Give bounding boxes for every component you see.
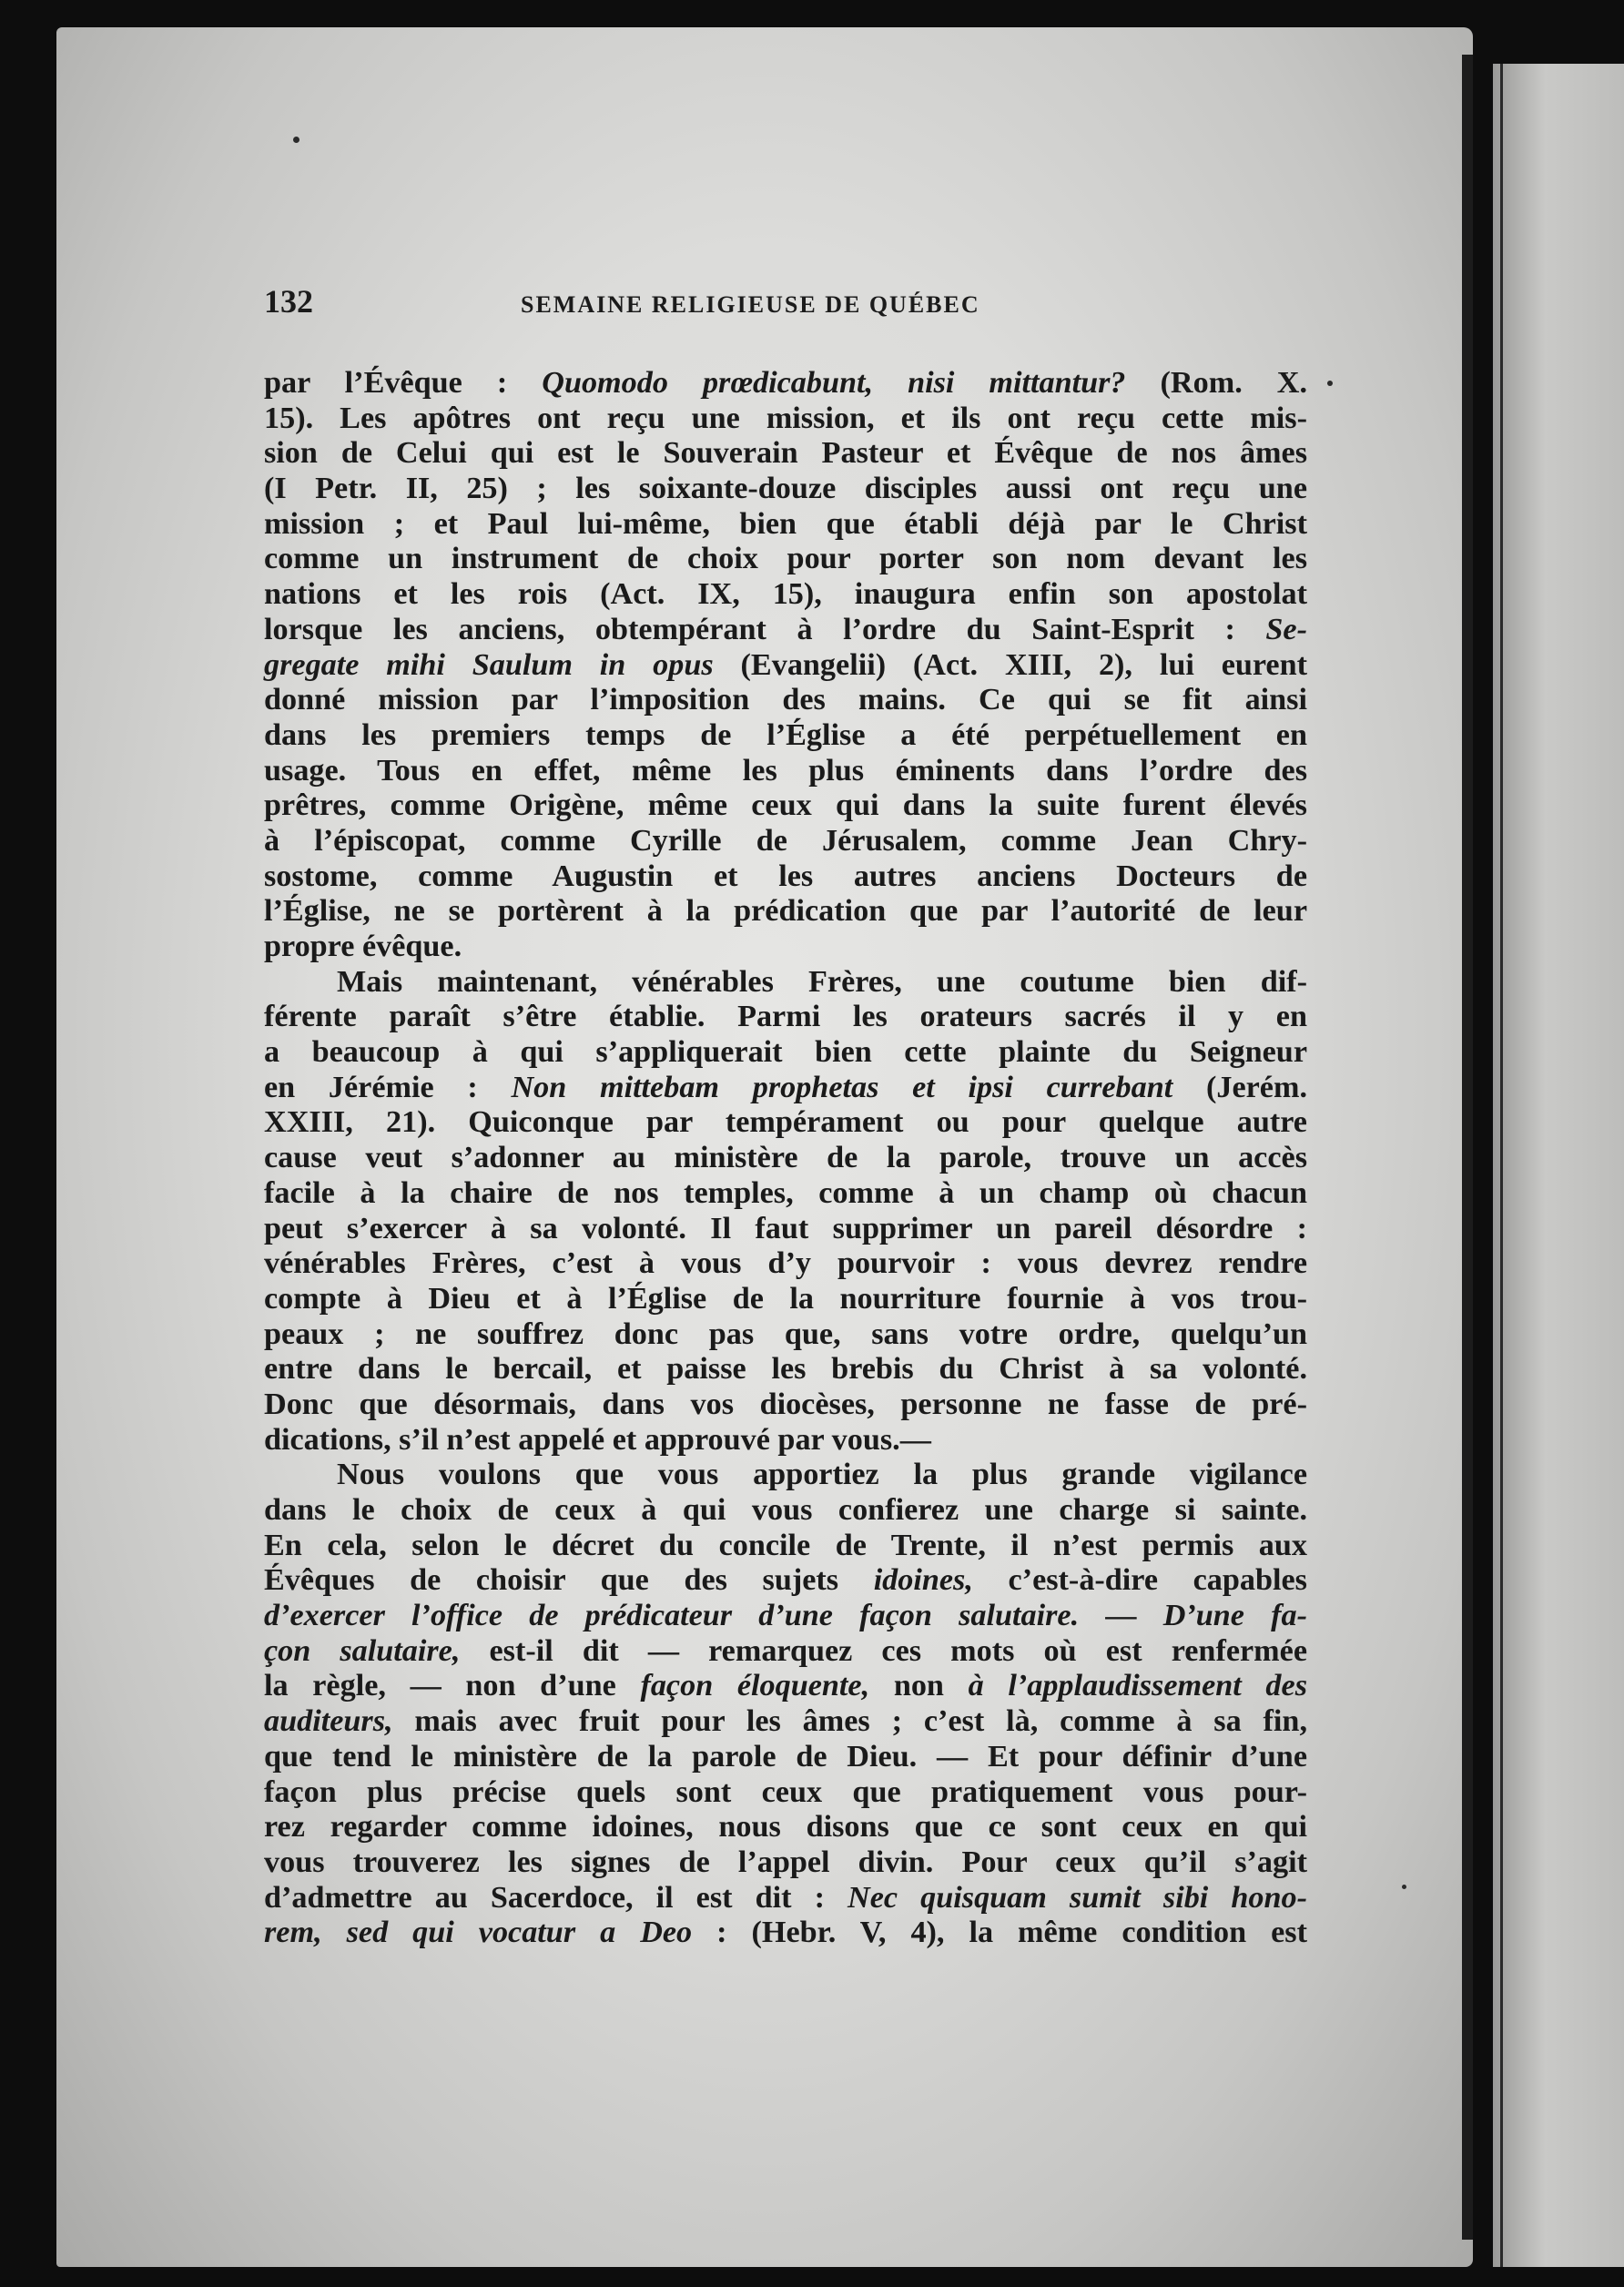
adjacent-page-rule bbox=[1500, 64, 1503, 2267]
text-line bbox=[264, 824, 1307, 859]
text-line bbox=[264, 507, 1307, 543]
text-line bbox=[264, 1669, 1307, 1704]
text-run: à l’épiscopat, comme Cyrille de Jérusalem, comme Jean Chry- bbox=[264, 823, 1307, 858]
text-line bbox=[264, 613, 1307, 648]
text-line bbox=[264, 1493, 1307, 1529]
text-run: Nous voulons que vous apportiez la plus grande vigilance bbox=[337, 1458, 1307, 1492]
text-line bbox=[264, 1105, 1307, 1141]
running-head: SEMAINE RELIGIEUSE DE QUÉBEC bbox=[521, 291, 980, 318]
italic-run: à l’applaudissement des bbox=[968, 1669, 1307, 1703]
text-line bbox=[264, 1212, 1307, 1247]
text-run: dans le choix de ceux à qui vous confierez une charge si sainte. bbox=[264, 1493, 1307, 1527]
text-line bbox=[264, 436, 1307, 472]
page-gutter bbox=[1462, 55, 1473, 2240]
text-run: usage. Tous en effet, même les plus éminents dans l’ordre des bbox=[264, 753, 1307, 788]
text-run: (Jerém. bbox=[1172, 1070, 1307, 1104]
italic-run: d’exercer l’office de prédicateur d’une façon salutaire. bbox=[264, 1599, 1080, 1633]
text-line bbox=[264, 754, 1307, 789]
text-run: compte à Dieu et à l’Église de la nourriture fournie à vos trou- bbox=[264, 1281, 1307, 1316]
body-text bbox=[264, 366, 1307, 1951]
text-line bbox=[264, 1387, 1307, 1423]
text-run: d’admettre au Sacerdoce, il est dit : bbox=[264, 1880, 848, 1915]
text-run: façon plus précise quels sont ceux que pratiquement vous pour- bbox=[264, 1774, 1307, 1809]
text-line bbox=[264, 718, 1307, 754]
text-line bbox=[264, 1529, 1307, 1564]
text-run: : (Hebr. V, 4), la même condition est bbox=[692, 1916, 1307, 1950]
text-line bbox=[264, 577, 1307, 613]
text-run: prêtres, comme Origène, même ceux qui dans la suite furent élevés bbox=[264, 788, 1307, 823]
text-line bbox=[264, 1035, 1307, 1071]
text-run: (Rom. X. bbox=[1125, 366, 1307, 400]
text-line bbox=[264, 366, 1307, 401]
text-line bbox=[264, 1881, 1307, 1916]
italic-run: façon éloquente, bbox=[640, 1669, 870, 1703]
text-run: Donc que désormais, dans vos diocèses, personne ne fasse de pré- bbox=[264, 1387, 1307, 1421]
text-run: propre évêque. bbox=[264, 930, 462, 963]
italic-run: Non mittebam prophetas et ipsi currebant bbox=[511, 1070, 1173, 1104]
text-run: vénérables Frères, c’est à vous d’y pourvoir : vous devrez rendre bbox=[264, 1246, 1307, 1281]
text-line bbox=[264, 1246, 1307, 1282]
scan-speck bbox=[1402, 1885, 1406, 1889]
scan-speck bbox=[1327, 381, 1333, 386]
text-run: mais avec fruit pour les âmes ; c’est là, comme à sa fin, bbox=[392, 1704, 1307, 1739]
text-line bbox=[264, 1317, 1307, 1353]
italic-run: Quomodo prœdicabunt, nisi mittantur? bbox=[542, 366, 1126, 400]
text-line bbox=[264, 965, 1307, 1001]
text-run: non bbox=[869, 1669, 969, 1703]
text-line bbox=[264, 1352, 1307, 1387]
text-run: peaux ; ne souffrez donc pas que, sans votre ordre, quelqu’un bbox=[264, 1316, 1307, 1351]
italic-run: çon salutaire, bbox=[264, 1633, 461, 1668]
text-run: facile à la chaire de nos temples, comme à un champ où chacun bbox=[264, 1175, 1307, 1210]
text-run: la règle, — non d’une bbox=[264, 1669, 641, 1703]
text-line bbox=[264, 930, 1307, 965]
text-run: peut s’exercer à sa volonté. Il faut supprimer un pareil désordre : bbox=[264, 1211, 1307, 1245]
italic-run: D’une fa- bbox=[1162, 1599, 1308, 1633]
text-line bbox=[264, 1704, 1307, 1740]
text-run: sostome, comme Augustin et les autres anciens Docteurs de bbox=[264, 859, 1307, 893]
text-line bbox=[264, 1176, 1307, 1212]
text-line bbox=[264, 894, 1307, 930]
text-line bbox=[264, 472, 1307, 507]
text-line bbox=[264, 1458, 1307, 1493]
text-line bbox=[264, 1634, 1307, 1670]
text-run: mission ; et Paul lui-même, bien que établi déjà par le Christ bbox=[264, 506, 1307, 541]
text-run: entre dans le bercail, et paisse les brebis du Christ à sa volonté. bbox=[264, 1352, 1307, 1387]
text-line bbox=[264, 1916, 1307, 1951]
italic-run: gregate mihi Saulum in opus bbox=[264, 647, 714, 682]
text-run: En cela, selon le décret du concile de Trente, il n’est permis aux bbox=[264, 1528, 1307, 1562]
text-line bbox=[264, 1071, 1307, 1106]
text-run: vous trouverez les signes de l’appel divin. Pour ceux qu’il s’agit bbox=[264, 1845, 1307, 1879]
text-line bbox=[264, 1423, 1307, 1459]
text-run: en Jérémie : bbox=[264, 1070, 512, 1104]
text-line bbox=[264, 1740, 1307, 1775]
text-run: par l’Évêque : bbox=[264, 366, 543, 400]
italic-run: idoines, bbox=[873, 1563, 973, 1598]
text-run: dications, s’il n’est appelé et approuvé par vous.— bbox=[264, 1422, 931, 1457]
text-run: rez regarder comme idoines, nous disons que ce sont ceux en qui bbox=[264, 1810, 1307, 1845]
text-line bbox=[264, 1141, 1307, 1176]
text-line bbox=[264, 1282, 1307, 1317]
text-line bbox=[264, 401, 1307, 437]
text-line bbox=[264, 1810, 1307, 1845]
text-line bbox=[264, 1599, 1307, 1634]
text-run: (Evangelii) (Act. XIII, 2), lui eurent bbox=[713, 647, 1308, 682]
text-line bbox=[264, 1563, 1307, 1599]
text-run: férente paraît s’être établie. Parmi les orateurs sacrés il y en bbox=[264, 1000, 1307, 1034]
text-run: que tend le ministère de la parole de Dieu. — Et pour définir d’une bbox=[264, 1739, 1307, 1774]
page-header bbox=[264, 282, 1338, 328]
text-run: cause veut s’adonner au ministère de la parole, trouve un accès bbox=[264, 1141, 1307, 1175]
text-run: c’est-à-dire capables bbox=[972, 1563, 1307, 1598]
scan-speck bbox=[293, 137, 299, 143]
text-run: comme un instrument de choix pour porter son nom devant les bbox=[264, 542, 1307, 576]
text-line bbox=[264, 1845, 1307, 1881]
text-line bbox=[264, 788, 1307, 824]
page-number: 132 bbox=[264, 283, 313, 320]
text-line bbox=[264, 1775, 1307, 1811]
italic-run: Se- bbox=[1265, 612, 1307, 646]
text-run: Mais maintenant, vénérables Frères, une coutume bien dif- bbox=[337, 964, 1307, 999]
text-line bbox=[264, 859, 1307, 895]
text-line bbox=[264, 683, 1307, 718]
text-line bbox=[264, 1000, 1307, 1035]
text-run: a beaucoup à qui s’appliquerait bien cette plainte du Seigneur bbox=[264, 1035, 1307, 1070]
text-run: 15). Les apôtres ont reçu une mission, et ils ont reçu cette mis- bbox=[264, 401, 1307, 435]
text-run: l’Église, ne se portèrent à la prédication que par l’autorité de leur bbox=[264, 894, 1307, 929]
adjacent-page-edge bbox=[1493, 64, 1624, 2267]
text-run: sion de Celui qui est le Souverain Pasteur et Évêque de nos âmes bbox=[264, 436, 1307, 471]
italic-run: Nec quisquam sumit sibi hono- bbox=[848, 1880, 1307, 1915]
text-run: (I Petr. II, 25) ; les soixante-douze disciples aussi ont reçu une bbox=[264, 472, 1307, 506]
text-run: dans les premiers temps de l’Église a été perpétuellement en bbox=[264, 717, 1307, 752]
text-line bbox=[264, 648, 1307, 684]
italic-run: auditeurs, bbox=[264, 1704, 393, 1739]
text-run: XXIII, 21). Quiconque par tempérament ou pour quelque autre bbox=[264, 1105, 1307, 1140]
text-run: donné mission par l’imposition des mains. Ce qui se fit ainsi bbox=[264, 683, 1307, 717]
text-run: — bbox=[1079, 1599, 1163, 1633]
text-run: lorsque les anciens, obtempérant à l’ordre du Saint-Esprit : bbox=[264, 612, 1266, 646]
text-run: nations et les rois (Act. IX, 15), inaugura enfin son apostolat bbox=[264, 577, 1307, 612]
text-run: est-il dit — remarquez ces mots où est renfermée bbox=[460, 1633, 1307, 1668]
text-run: Évêques de choisir que des sujets bbox=[264, 1563, 874, 1598]
italic-run: rem, sed qui vocatur a Deo bbox=[264, 1916, 693, 1950]
text-line bbox=[264, 542, 1307, 577]
